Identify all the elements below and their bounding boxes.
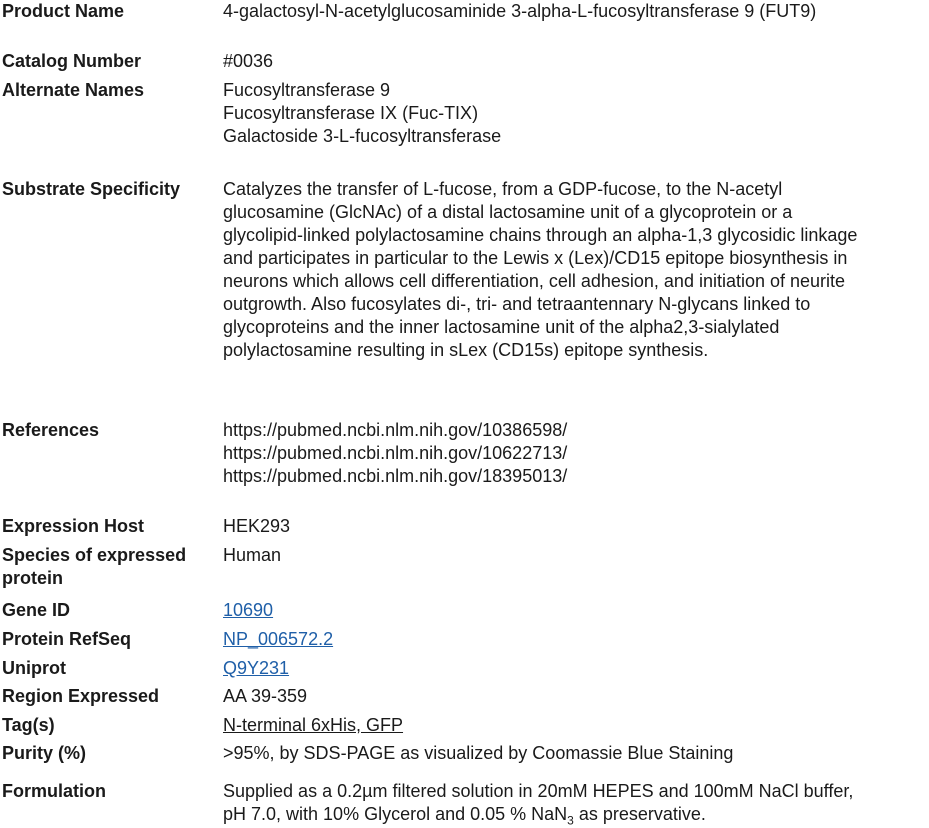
- substrate-line: Catalyzes the transfer of L-fucose, from a GDP-fucose, to the N-acetyl: [223, 179, 783, 199]
- formulation-line: Supplied as a 0.2µm filtered solution in 20mM HEPES and 100mM NaCl buffer,: [223, 781, 854, 801]
- formulation-line2-text: pH 7.0, with 10% Glycerol and 0.05 % NaN: [223, 804, 568, 824]
- substrate-line: glycoproteins and the inner lactosamine unit of the alpha2,3-sialylated: [223, 317, 780, 337]
- product-name-value: 4-galactosyl-N-acetylglucosaminide 3-alpha-L-fucosyltransferase 9 (FUT9): [223, 1, 817, 21]
- uniprot-label: Uniprot: [2, 658, 66, 678]
- species-value: Human: [223, 545, 282, 565]
- references-label: References: [2, 420, 100, 440]
- catalog-number-value: #0036: [223, 51, 274, 71]
- reference-url: https://pubmed.ncbi.nlm.nih.gov/10622713/: [223, 443, 568, 463]
- formulation-label: Formulation: [2, 781, 106, 801]
- purity-label: Purity (%): [2, 743, 87, 763]
- substrate-line: glucosamine (GlcNAc) of a distal lactosamine unit of a glycoprotein or a: [223, 202, 793, 222]
- expression-host-value: HEK293: [223, 516, 291, 536]
- reference-url: https://pubmed.ncbi.nlm.nih.gov/10386598/: [223, 420, 568, 440]
- formulation-subscript: 3: [567, 813, 574, 828]
- region-expressed-value: AA 39-359: [223, 686, 308, 706]
- alternate-name: Fucosyltransferase 9: [223, 80, 391, 100]
- reference-url: https://pubmed.ncbi.nlm.nih.gov/18395013/: [223, 466, 568, 486]
- species-label-line: protein: [2, 568, 63, 588]
- tags-value: N-terminal 6xHis, GFP: [223, 715, 404, 735]
- tags-label: Tag(s): [2, 715, 55, 735]
- uniprot-link[interactable]: Q9Y231: [223, 658, 290, 678]
- region-expressed-label: Region Expressed: [2, 686, 160, 706]
- catalog-number-label: Catalog Number: [2, 51, 142, 71]
- formulation-line: [223, 803, 853, 826]
- alternate-name: Galactoside 3-L-fucosyltransferase: [223, 126, 502, 146]
- substrate-line: glycolipid-linked polylactosamine chains through an alpha-1,3 glycosidic linkage: [223, 225, 858, 245]
- gene-id-link[interactable]: 10690: [223, 600, 274, 620]
- alternate-names-label: Alternate Names: [2, 80, 145, 100]
- expression-host-label: Expression Host: [2, 516, 145, 536]
- substrate-line: polylactosamine resulting in sLex (CD15s) epitope synthesis.: [223, 340, 709, 360]
- purity-value: >95%, by SDS-PAGE as visualized by Coomassie Blue Staining: [223, 743, 734, 763]
- product-name-label: Product Name: [2, 1, 125, 21]
- formulation-value: [223, 780, 853, 826]
- gene-id-label: Gene ID: [2, 600, 71, 620]
- substrate-line: and participates in particular to the Lewis x (Lex)/CD15 epitope biosynthesis in: [223, 248, 848, 268]
- alternate-names-list: [223, 79, 501, 148]
- substrate-line: neurons which allows cell differentiation, cell adhesion, and initiation of neurite: [223, 271, 846, 291]
- substrate-specificity-text: [223, 178, 857, 362]
- protein-refseq-link[interactable]: NP_006572.2: [223, 629, 334, 649]
- protein-refseq-label: Protein RefSeq: [2, 629, 132, 649]
- alternate-name: Fucosyltransferase IX (Fuc-TIX): [223, 103, 479, 123]
- references-list: [223, 419, 567, 488]
- substrate-line: outgrowth. Also fucosylates di-, tri- and tetraantennary N-glycans linked to: [223, 294, 811, 314]
- species-label: [2, 544, 186, 590]
- substrate-specificity-label: Substrate Specificity: [2, 179, 181, 199]
- formulation-line2-end: as preservative.: [573, 804, 706, 824]
- species-label-line: Species of expressed: [2, 545, 187, 565]
